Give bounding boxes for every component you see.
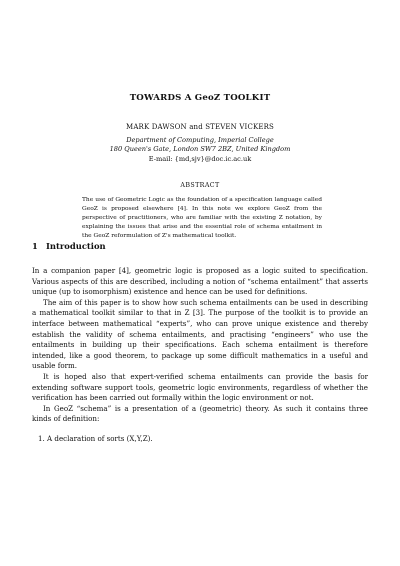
list-item: 1. A declaration of sorts (X,Y,Z).: [38, 434, 153, 443]
section-title: Introduction: [46, 241, 106, 251]
paragraph: In a companion paper [4], geometric logic is proposed as a logic suited to specification. Various aspects of this are described, including a notion of “schema entailment” that asserts unique (up to isomorphism) existence and hence can be used for definitions.: [32, 266, 368, 297]
section-number: 1: [32, 241, 38, 251]
authors: MARK DAWSON and STEVEN VICKERS: [126, 123, 274, 131]
paper-title: TOWARDS A GeoZ TOOLKIT: [129, 93, 271, 103]
abstract-text: The use of Geometric Logic as the foundation of a specification language called GeoZ is proposed elsewhere [4]. In this note we explore GeoZ from the perspective of practitioners, who are familiar with the existing Z notation, by explaining the issues that arise and the essential role of schema entailment in the GeoZ reformulation of Z's mathematical toolkit.: [82, 197, 322, 239]
section-heading: [32, 241, 106, 251]
author-email: E-mail: {md,sjv}@doc.ic.ac.uk: [148, 155, 252, 163]
affiliation-address: 180 Queen's Gate, London SW7 2BZ, United Kingdom: [109, 145, 291, 153]
body-text: [32, 266, 368, 425]
abstract-heading: ABSTRACT: [180, 182, 220, 189]
paragraph: The aim of this paper is to show how such schema entailments can be used in describing a mathematical toolkit similar to that in Z [3]. The purpose of the toolkit is to provide an interface between mathematical “experts”, who can prove unique existence and thereby establish the validity of schema entailments, and practising “engineers” who use the entailments in building up their specifications. Each schema entailment is therefore intended, like a good theorem, to package up some difficult mathematics in a useful and usable form.: [32, 297, 368, 371]
paragraph: It is hoped also that expert-verified schema entailments can provide the basis for extending software support tools, geometric logic environments, regardless of whether the verification has been carried out formally within the logic environment or not.: [32, 371, 368, 403]
affiliation-department: Department of Computing, Imperial College: [126, 136, 274, 144]
paragraph: In GeoZ “schema” is a presentation of a (geometric) theory. As such it contains three kinds of definition:: [32, 403, 368, 424]
